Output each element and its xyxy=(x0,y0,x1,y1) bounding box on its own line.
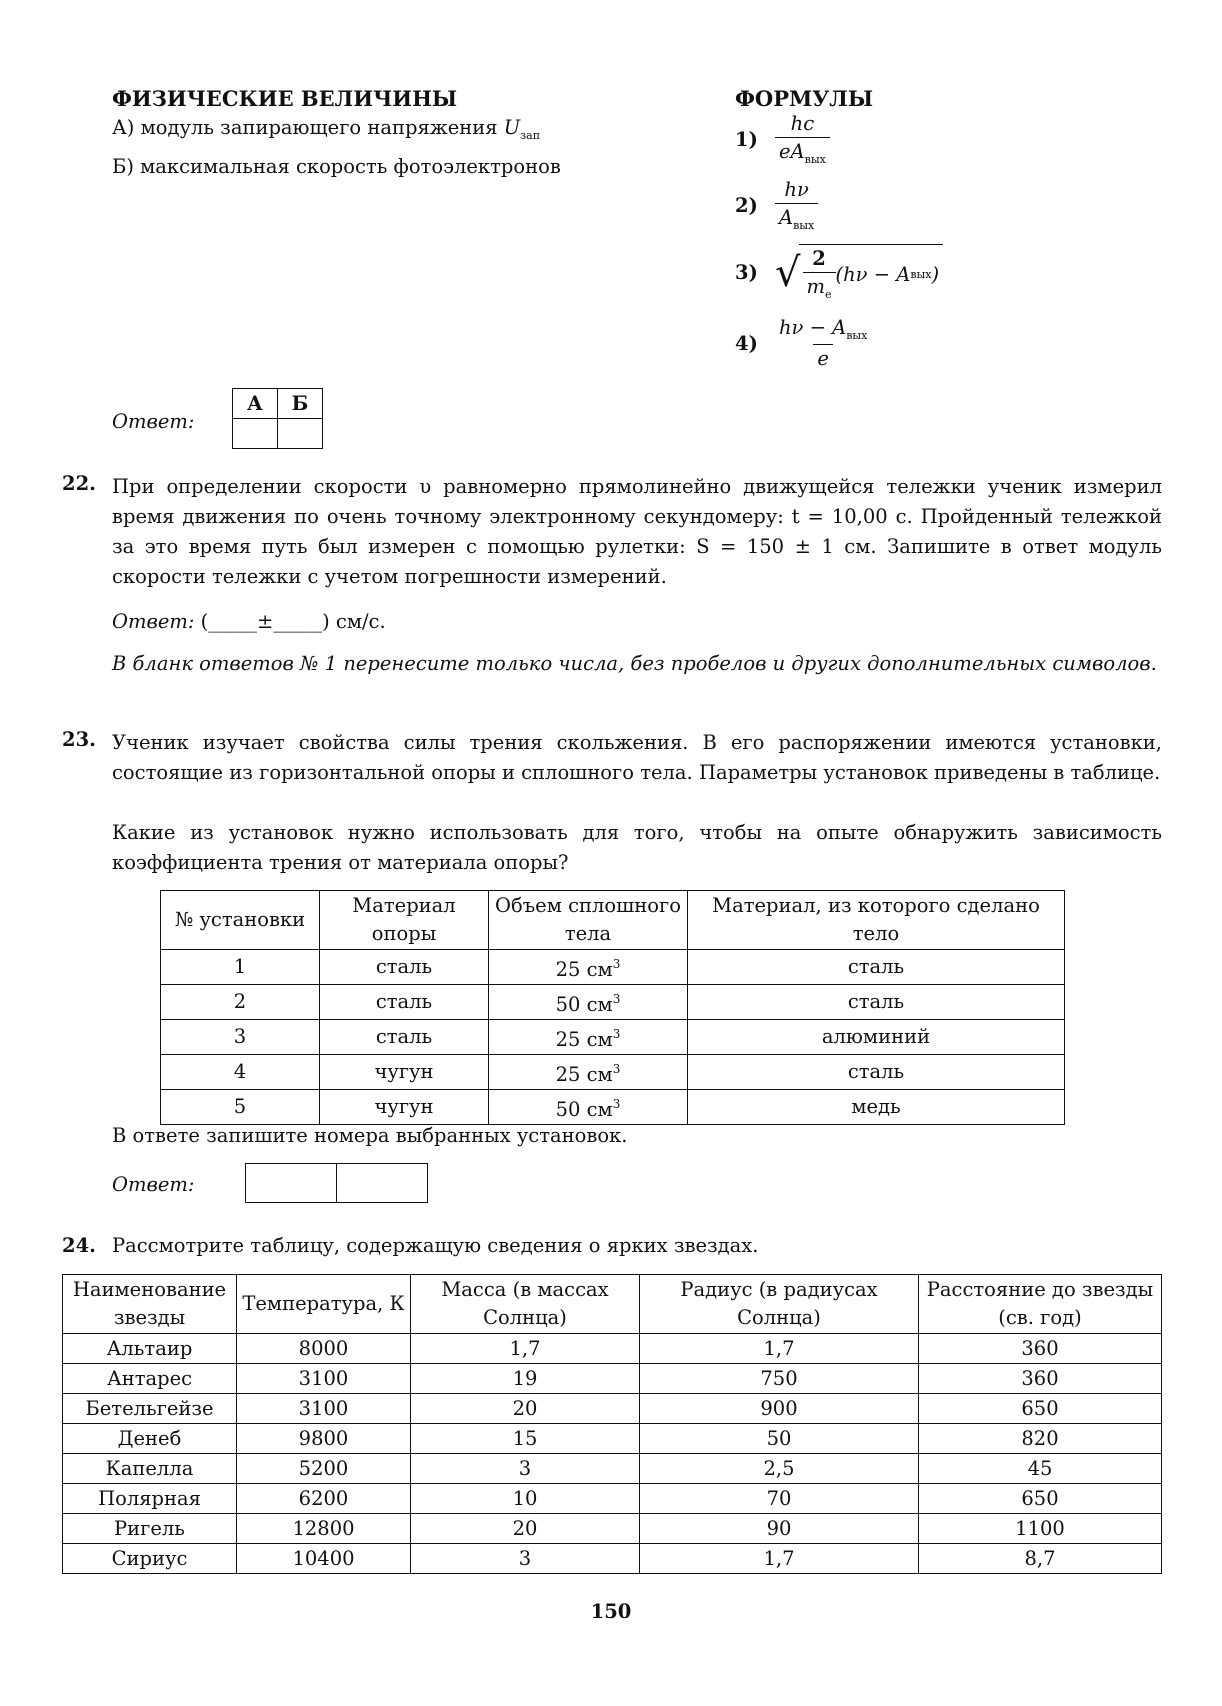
setup-number-cell: 5 xyxy=(161,1090,320,1125)
table-row xyxy=(161,985,1065,1020)
numerator: $h\nu - A_{вых}$ xyxy=(779,316,868,342)
body-material-cell: сталь xyxy=(688,950,1065,985)
formula-1 xyxy=(735,112,830,166)
radical-sign-icon: √ xyxy=(775,249,801,296)
radius-cell: 750 xyxy=(640,1364,919,1394)
mass-cell: 3 xyxy=(411,1454,640,1484)
question-number: 22. xyxy=(62,472,96,495)
header-radius: Радиус (в радиусах Солнца) xyxy=(640,1275,919,1334)
cubic-exponent: 3 xyxy=(612,1027,621,1041)
body-volume-cell: 25 $см^3$ xyxy=(489,1055,688,1090)
distance-cell: 8,7 xyxy=(919,1544,1162,1574)
fraction xyxy=(775,316,871,370)
formula-number: 1) xyxy=(735,127,758,151)
table-row xyxy=(161,950,1065,985)
question-23-prompt: Какие из установок нужно использовать для того, чтобы на опыте обнаружить зависимость коэффициента трения от материала опоры? xyxy=(112,821,1162,874)
table-row xyxy=(63,1544,1162,1574)
question-22-text: При определении скорости υ равномерно прямолинейно движущейся тележки ученик измерил время движения по очень точному электронному секундомеру: t = 10,00 с. Пройденный тележкой за это время путь был измерен с помощью рулетки: S = 150 ± 1 см. Запишите в ответ модуль скорости тележки с учетом погрешности измерений. xyxy=(112,475,1162,588)
symbol-subscript: зап xyxy=(520,129,541,142)
stars-table xyxy=(62,1274,1162,1574)
answer-cell-b[interactable] xyxy=(278,419,323,449)
body-volume-cell: 25 $см^3$ xyxy=(489,950,688,985)
distance-cell: 45 xyxy=(919,1454,1162,1484)
cubic-exponent: 3 xyxy=(612,957,621,971)
question-24-text: Рассмотрите таблицу, содержащую сведения о ярких звездах. xyxy=(112,1234,759,1257)
table-row xyxy=(63,1334,1162,1364)
star-name-cell: Ригель xyxy=(63,1514,237,1544)
denominator: $A_{вых}$ xyxy=(775,203,818,232)
temperature-cell: 8000 xyxy=(237,1334,411,1364)
table-row xyxy=(63,1364,1162,1394)
star-name-cell: Антарес xyxy=(63,1364,237,1394)
answer-cell-1[interactable] xyxy=(246,1164,337,1203)
distance-cell: 650 xyxy=(919,1394,1162,1424)
radicand: $\frac{2}{m_e}$ (hν − A вых ) xyxy=(799,244,944,301)
body-volume-cell: 25 $см^3$ xyxy=(489,1020,688,1055)
radius-cell: 1,7 xyxy=(640,1334,919,1364)
fraction: $\frac{2}{m_e}$ xyxy=(803,247,836,301)
setups-table xyxy=(160,890,1065,1125)
answer-grid-ab xyxy=(232,388,323,449)
table-row xyxy=(63,1424,1162,1454)
answer-cell-a[interactable] xyxy=(233,419,278,449)
question-23-text: Ученик изучает свойства силы трения скольжения. В его распоряжении имеются установки, состоящие из горизонтальной опоры и сплошного тела. Параметры установок приведены в таблице. xyxy=(112,731,1162,784)
cubic-exponent: 3 xyxy=(612,1062,621,1076)
temperature-cell: 10400 xyxy=(237,1544,411,1574)
denominator: e xyxy=(813,344,833,370)
setup-number-cell: 3 xyxy=(161,1020,320,1055)
formula-number: 2) xyxy=(735,193,758,217)
mass-cell: 10 xyxy=(411,1484,640,1514)
table-row xyxy=(63,1514,1162,1544)
fraction xyxy=(775,178,818,232)
temperature-cell: 12800 xyxy=(237,1514,411,1544)
item-letter: Б) xyxy=(112,155,134,178)
square-root xyxy=(775,244,943,301)
answer-header-a: А xyxy=(233,389,278,419)
star-name-cell: Денеб xyxy=(63,1424,237,1454)
cubic-exponent: 3 xyxy=(612,1097,621,1111)
page-number: 150 xyxy=(590,1600,632,1623)
temperature-cell: 5200 xyxy=(237,1454,411,1484)
answer-label: Ответ: xyxy=(112,610,195,633)
star-name-cell: Сириус xyxy=(63,1544,237,1574)
question-number: 24. xyxy=(62,1234,96,1257)
table-header-row xyxy=(161,891,1065,950)
answer-22 xyxy=(112,610,386,633)
body-material-cell: алюминий xyxy=(688,1020,1065,1055)
body-material-cell: сталь xyxy=(688,985,1065,1020)
body-material-cell: сталь xyxy=(688,1055,1065,1090)
mass-cell: 19 xyxy=(411,1364,640,1394)
answer-blank-field[interactable]: (_____±_____) см/с. xyxy=(200,610,386,633)
answer-grid-23 xyxy=(245,1163,428,1203)
fraction xyxy=(775,112,830,166)
distance-cell: 360 xyxy=(919,1334,1162,1364)
table-row xyxy=(161,1020,1065,1055)
support-material-cell: сталь xyxy=(320,1020,489,1055)
formula-4 xyxy=(735,316,871,370)
table-row xyxy=(63,1394,1162,1424)
quantity-item-b xyxy=(112,155,561,178)
formula-2 xyxy=(735,178,818,232)
mass-cell: 1,7 xyxy=(411,1334,640,1364)
answer-sheet-note: В бланк ответов № 1 перенесите только числа, без пробелов и других дополнительных символов. xyxy=(112,652,1157,675)
header-distance: Расстояние до звезды (св. год) xyxy=(919,1275,1162,1334)
temperature-cell: 3100 xyxy=(237,1364,411,1394)
temperature-cell: 6200 xyxy=(237,1484,411,1514)
radius-cell: 90 xyxy=(640,1514,919,1544)
distance-cell: 1100 xyxy=(919,1514,1162,1544)
item-letter: А) xyxy=(112,116,135,139)
header-body-volume: Объем сплошного тела xyxy=(489,891,688,950)
body-volume-cell: 50 $см^3$ xyxy=(489,1090,688,1125)
table-row xyxy=(63,1484,1162,1514)
temperature-cell: 9800 xyxy=(237,1424,411,1454)
setup-number-cell: 1 xyxy=(161,950,320,985)
answer-header-b: Б xyxy=(278,389,323,419)
answer-label: Ответ: xyxy=(112,410,195,433)
header-body-material: Материал, из которого сделано тело xyxy=(688,891,1065,950)
table-header-row xyxy=(63,1275,1162,1334)
item-text: максимальная скорость фотоэлектронов xyxy=(140,155,561,178)
mass-cell: 20 xyxy=(411,1514,640,1544)
quantity-item-a xyxy=(112,116,540,142)
body-material-cell: медь xyxy=(688,1090,1065,1125)
header-setup-number: № установки xyxy=(161,891,320,950)
support-material-cell: чугун xyxy=(320,1055,489,1090)
support-material-cell: сталь xyxy=(320,985,489,1020)
answer-instruction: В ответе запишите номера выбранных установок. xyxy=(112,1124,628,1147)
setup-number-cell: 2 xyxy=(161,985,320,1020)
radius-cell: 50 xyxy=(640,1424,919,1454)
formula-3 xyxy=(735,244,943,301)
support-material-cell: чугун xyxy=(320,1090,489,1125)
numerator: hc xyxy=(790,112,815,135)
numerator: hν xyxy=(784,178,809,201)
question-number: 23. xyxy=(62,728,96,751)
denominator: $eA_{вых}$ xyxy=(775,137,830,166)
radius-cell: 2,5 xyxy=(640,1454,919,1484)
header-mass: Масса (в массах Солнца) xyxy=(411,1275,640,1334)
cubic-exponent: 3 xyxy=(612,992,621,1006)
physical-quantities-heading: ФИЗИЧЕСКИЕ ВЕЛИЧИНЫ xyxy=(112,86,458,111)
table-row xyxy=(63,1454,1162,1484)
distance-cell: 650 xyxy=(919,1484,1162,1514)
star-name-cell: Полярная xyxy=(63,1484,237,1514)
support-material-cell: сталь xyxy=(320,950,489,985)
formula-number: 4) xyxy=(735,331,758,355)
radius-cell: 70 xyxy=(640,1484,919,1514)
header-support-material: Материал опоры xyxy=(320,891,489,950)
setup-number-cell: 4 xyxy=(161,1055,320,1090)
radius-cell: 1,7 xyxy=(640,1544,919,1574)
header-star-name: Наименование звезды xyxy=(63,1275,237,1334)
table-row xyxy=(161,1055,1065,1090)
radius-cell: 900 xyxy=(640,1394,919,1424)
header-temperature: Температура, К xyxy=(237,1275,411,1334)
distance-cell: 360 xyxy=(919,1364,1162,1394)
answer-cell-2[interactable] xyxy=(337,1164,428,1203)
voltage-symbol: U xyxy=(503,116,521,139)
mass-cell: 15 xyxy=(411,1424,640,1454)
temperature-cell: 3100 xyxy=(237,1394,411,1424)
mass-cell: 20 xyxy=(411,1394,640,1424)
distance-cell: 820 xyxy=(919,1424,1162,1454)
table-row xyxy=(161,1090,1065,1125)
star-name-cell: Альтаир xyxy=(63,1334,237,1364)
mass-cell: 3 xyxy=(411,1544,640,1574)
body-volume-cell: 50 $см^3$ xyxy=(489,985,688,1020)
formula-number: 3) xyxy=(735,261,758,284)
star-name-cell: Капелла xyxy=(63,1454,237,1484)
item-text: модуль запирающего напряжения xyxy=(140,116,498,139)
formulas-heading: ФОРМУЛЫ xyxy=(735,86,874,111)
answer-label: Ответ: xyxy=(112,1173,195,1196)
star-name-cell: Бетельгейзе xyxy=(63,1394,237,1424)
